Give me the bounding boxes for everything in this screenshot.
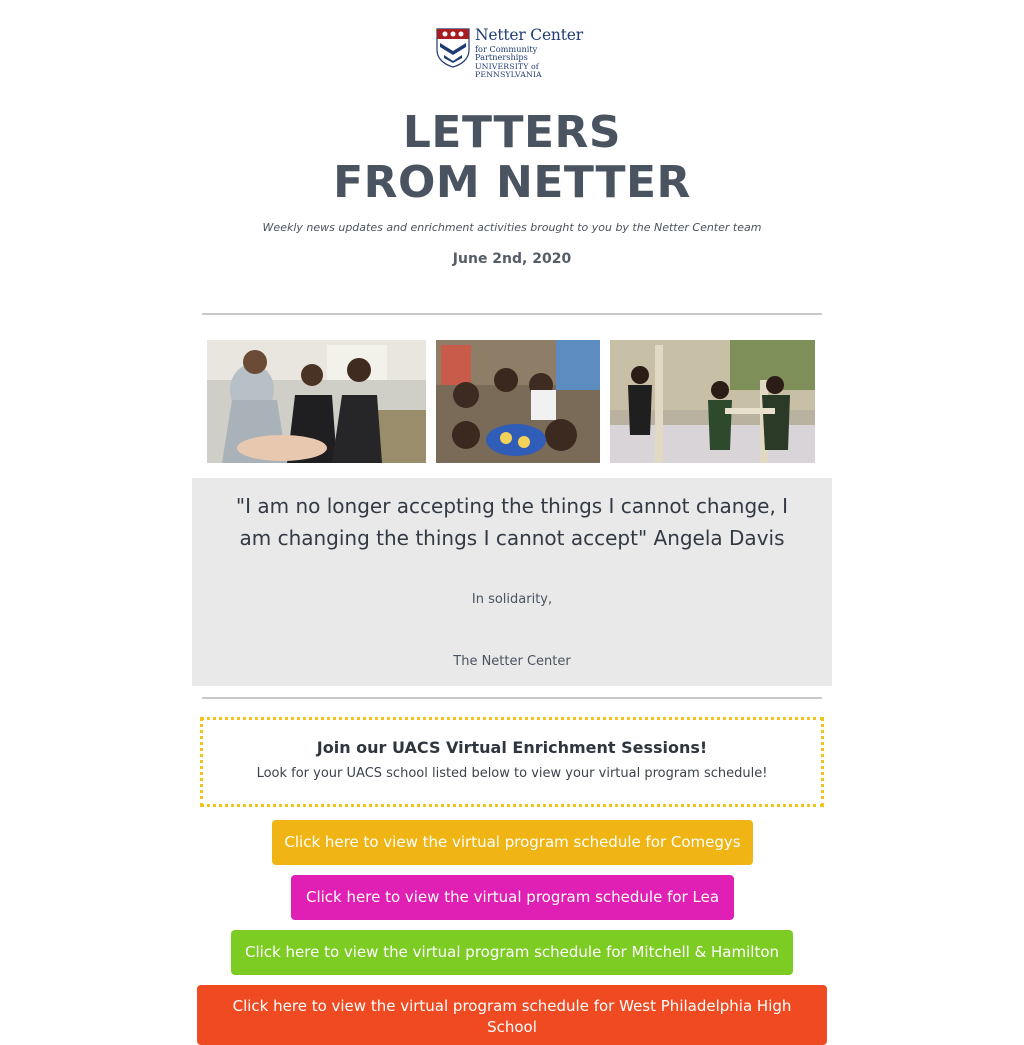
quote-closing: In solidarity, bbox=[471, 592, 553, 607]
divider-middle bbox=[202, 697, 822, 699]
logo-title: Netter Center bbox=[475, 26, 583, 44]
netter-center-logo[interactable] bbox=[436, 26, 588, 79]
quote-panel bbox=[192, 478, 832, 686]
penn-shield-icon bbox=[436, 28, 470, 68]
divider-top bbox=[202, 313, 822, 315]
newsletter-tagline: Weekly news updates and enrichment activities brought to you by the Netter Center team bbox=[262, 221, 762, 234]
newsletter-date: June 2nd, 2020 bbox=[452, 251, 572, 267]
uacs-announcement bbox=[200, 717, 824, 807]
title-line-2: FROM NETTER bbox=[333, 157, 691, 208]
newsletter-title bbox=[0, 108, 1024, 208]
angela-davis-quote: "I am no longer accepting the things I cannot change, I am changing the things I cannot accept" Angela Davis bbox=[235, 494, 789, 550]
photo-building-project bbox=[610, 340, 815, 463]
schedule-button-mitchell-hamilton[interactable]: Click here to view the virtual program schedule for Mitchell & Hamilton bbox=[231, 930, 793, 975]
photo-kids-classroom bbox=[436, 340, 600, 463]
uacs-title: Join our UACS Virtual Enrichment Sessions! bbox=[316, 738, 708, 757]
schedule-button-lea[interactable]: Click here to view the virtual program schedule for Lea bbox=[291, 875, 734, 920]
uacs-subtitle: Look for your UACS school listed below to view your virtual program schedule! bbox=[256, 766, 768, 781]
quote-signature: The Netter Center bbox=[453, 654, 571, 669]
photo-cpr-training bbox=[207, 340, 426, 463]
logo-university: UNIVERSITY of PENNSYLVANIA bbox=[475, 61, 542, 79]
schedule-button-comegys[interactable]: Click here to view the virtual program schedule for Comegys bbox=[272, 820, 753, 865]
schedule-button-west-philadelphia[interactable]: Click here to view the virtual program schedule for West Philadelphia High School bbox=[197, 985, 827, 1045]
logo-subtitle: for Community Partnerships bbox=[475, 43, 538, 62]
title-line-1: LETTERS bbox=[402, 107, 622, 158]
